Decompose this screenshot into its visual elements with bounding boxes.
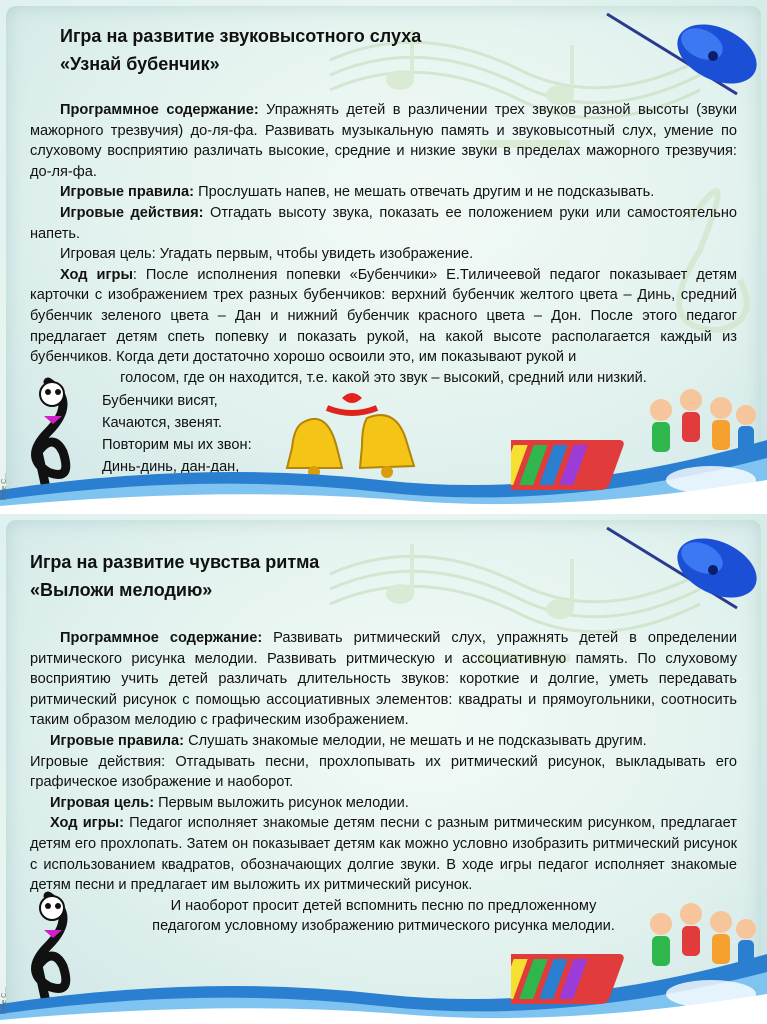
page-title xyxy=(30,548,319,604)
game-goal-label: Игровая цель: xyxy=(50,794,155,811)
game-course-end-line-2: педагогом условному изображению ритмического рисунка мелодии. xyxy=(152,918,615,935)
game-actions-text: Отгадать высоту звука, показать ее положением руки или самостоятельно напеть. xyxy=(30,204,737,242)
game-rules-text: Прослушать напев, не мешать отвечать другим и не подсказывать. xyxy=(194,184,655,201)
game-actions-label: Игровые действия: xyxy=(60,204,204,221)
title-line-2: «Выложи мелодию» xyxy=(30,580,213,600)
program-content-label: Программное содержание: xyxy=(60,102,259,118)
game-actions-text: Игровые действия: Отгадывать песни, прохлопывать их ритмический рисунок, выкладывать его графическое изображение и наоборот. xyxy=(30,753,737,791)
game-course-end-text: голосом, где он находится, т.е. какой это звук – высокий, средний или низкий. xyxy=(120,369,647,386)
violin-icon xyxy=(597,518,767,618)
lyrics-line: Качаются, звенят. xyxy=(102,415,222,431)
violin-icon xyxy=(597,4,767,104)
game-course-text: Педагог исполняет знакомые детям песни с разным ритмическим рисунком, предлагает детям его прохлопать. Затем он показывает детям как можно условно изобразить ритмический рисунок с использованием квадратов, обозначающих долгие звуки. В ходе игры педагог исполняет знакомые детям песни и предлагает им выложить их ритмический рисунок. xyxy=(30,815,737,894)
watermark-text: Free C... xyxy=(1,986,8,1014)
lyrics-line: Бубенчики висят, xyxy=(102,393,218,409)
program-content-text: Упражнять детей в различении трех звуков разной высоты (звуки мажорного трезвучия) до-ля-фа. Развивать музыкальную память и звуковысотный слух, умение по слуховому восприятию различать высокие, средние и низкие звуки в пределах мажорного трезвучия: до-ля-фа. xyxy=(30,102,737,180)
lyrics-line: Динь-динь, дан-дан, xyxy=(102,459,240,475)
children-piano-icon xyxy=(511,370,761,500)
program-content-label: Программное содержание: xyxy=(60,630,263,646)
game-description xyxy=(30,100,737,388)
game-course-label: Ход игры xyxy=(60,266,133,283)
game-rules-label: Игровые правила: xyxy=(60,184,195,201)
lyrics-line: Повторим мы их звон: xyxy=(102,437,252,453)
title-line-1: Игра на развитие чувства ритма xyxy=(30,552,320,572)
watermark-text: Free C... xyxy=(1,472,8,500)
game-card-pitch xyxy=(0,0,767,510)
game-rules-text: Слушать знакомые мелодии, не мешать и не подсказывать другим. xyxy=(184,732,647,749)
program-content-text: Развивать ритмический слух, упражнять детей в определении ритмического рисунка мелодии. Развивать ритмическую и ассоциативную память. По слуховому восприятию учить детей различать длительность звуков: короткие и долгие, уметь передавать ритмический рисунок с помощью ассоциативных элементов: квадраты и прямоугольники, соотносить таким образом мелодию с графическим изображением. xyxy=(30,630,737,729)
children-piano-icon xyxy=(511,884,761,1014)
title-line-2: «Узнай бубенчик» xyxy=(60,54,220,74)
game-course-label: Ход игры: xyxy=(50,815,124,832)
page-title xyxy=(60,22,421,78)
game-card-rhythm xyxy=(0,514,767,1024)
game-course-end-line-1: И наоборот просит детей вспомнить песню по предложенному xyxy=(170,897,597,914)
game-rules-label: Игровые правила: xyxy=(50,732,185,749)
game-goal-text: Первым выложить рисунок мелодии. xyxy=(154,794,409,811)
title-line-1: Игра на развитие звуковысотного слуха xyxy=(60,26,422,46)
game-goal-text: Игровая цель: Угадать первым, чтобы увидеть изображение. xyxy=(60,246,474,263)
game-course-text: : После исполнения попевки «Бубенчики» Е.Тиличеевой педагог показывает детям карточки с изображением трех разных бубенчиков: верхний бубенчик желтого цвета – Динь, средний бубенчик зеленого цвета – Дан и нижний бубенчик красного цвета – Дон. После этого педагог предлагает детям спеть попевку и показать рукой, на какой высоте располагается каждый из бубенчиков. Когда дети достаточно хорошо освоили это, им показывают рукой и xyxy=(30,266,737,366)
